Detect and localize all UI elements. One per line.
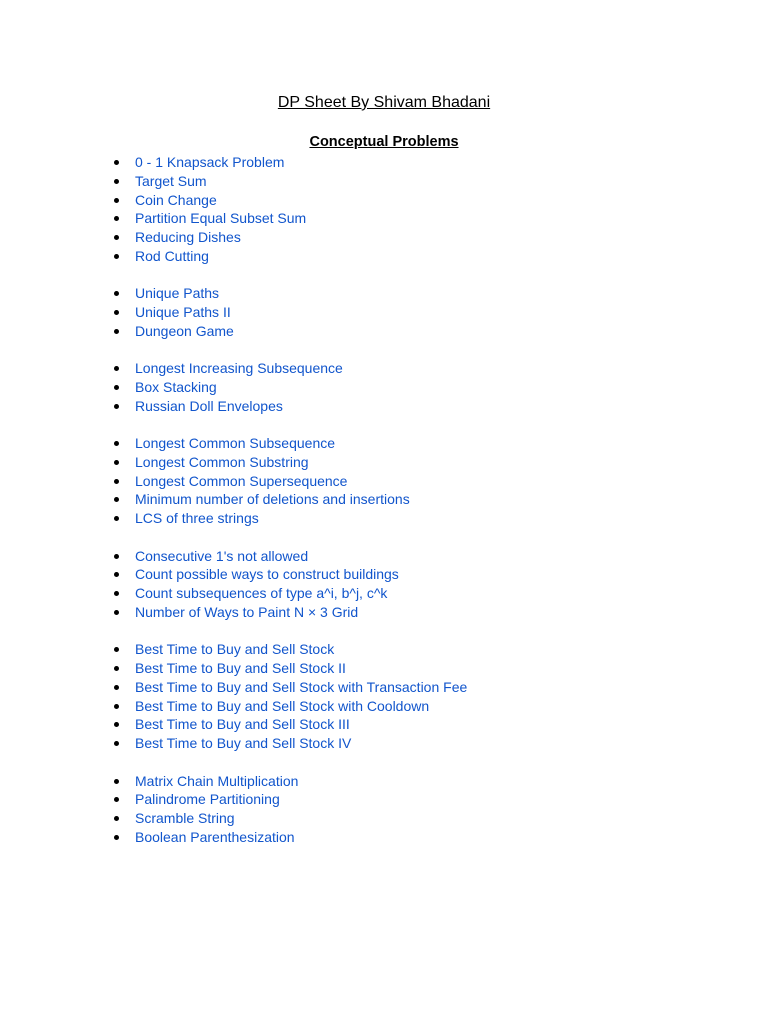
problem-link[interactable]: Unique Paths (135, 285, 220, 302)
problem-link[interactable]: Coin Change (135, 191, 217, 208)
problem-link[interactable]: Rod Cutting (135, 247, 209, 264)
list-item (0, 378, 768, 397)
list-item (0, 640, 768, 659)
bullet-icon (114, 160, 119, 165)
problem-link[interactable]: Unique Paths II (135, 304, 231, 321)
problem-group (0, 772, 768, 847)
bullet-icon (114, 497, 119, 502)
problem-group (0, 640, 768, 753)
problem-group (0, 434, 768, 528)
list-item (0, 509, 768, 528)
problem-link[interactable]: Minimum number of deletions and insertions (135, 491, 410, 508)
list-item (0, 565, 768, 584)
problem-group (0, 284, 768, 340)
list-item (0, 359, 768, 378)
bullet-icon (114, 179, 119, 184)
bullet-icon (114, 441, 119, 446)
list-item (0, 490, 768, 509)
bullet-icon (114, 704, 119, 709)
problem-link[interactable]: 0 - 1 Knapsack Problem (135, 154, 285, 170)
bullet-icon (114, 254, 119, 259)
list-item (0, 697, 768, 716)
bullet-icon (114, 554, 119, 559)
bullet-icon (114, 198, 119, 203)
problem-link[interactable]: Best Time to Buy and Sell Stock (135, 641, 335, 658)
problem-link[interactable]: Best Time to Buy and Sell Stock IV (135, 735, 352, 752)
list-item (0, 772, 768, 791)
problem-link[interactable]: Boolean Parenthesization (135, 828, 295, 845)
problem-link[interactable]: Best Time to Buy and Sell Stock with Cooldown (135, 697, 430, 714)
problem-link[interactable]: LCS of three strings (135, 510, 259, 527)
bullet-icon (114, 685, 119, 690)
bullet-icon (114, 235, 119, 240)
problem-link[interactable]: Number of Ways to Paint N × 3 Grid (135, 603, 359, 620)
list-item (0, 453, 768, 472)
bullet-icon (114, 572, 119, 577)
problem-link[interactable]: Dungeon Game (135, 322, 234, 339)
problem-link[interactable]: Scramble String (135, 810, 235, 827)
list-item (0, 434, 768, 453)
bullet-icon (114, 404, 119, 409)
list-item (0, 322, 768, 341)
problem-link[interactable]: Russian Doll Envelopes (135, 397, 283, 414)
bullet-icon (114, 741, 119, 746)
list-item (0, 472, 768, 491)
problem-link[interactable]: Palindrome Partitioning (135, 791, 280, 808)
bullet-icon (114, 516, 119, 521)
document-title: DP Sheet By Shivam Bhadani (277, 94, 491, 111)
problem-link[interactable]: Target Sum (135, 172, 207, 189)
problem-link[interactable]: Reducing Dishes (135, 229, 241, 246)
bullet-icon (114, 610, 119, 615)
list-item (0, 659, 768, 678)
problem-link[interactable]: Best Time to Buy and Sell Stock with Transaction Fee (135, 678, 468, 695)
list-item (0, 153, 768, 172)
problem-group (0, 359, 768, 415)
section-title: Conceptual Problems (309, 134, 459, 150)
bullet-icon (114, 310, 119, 315)
problem-group (0, 547, 768, 622)
bullet-icon (114, 722, 119, 727)
bullet-icon (114, 385, 119, 390)
bullet-icon (114, 291, 119, 296)
problem-group (0, 153, 768, 266)
problem-link[interactable]: Box Stacking (135, 378, 217, 395)
problem-link[interactable]: Partition Equal Subset Sum (135, 210, 307, 227)
problem-link[interactable]: Consecutive 1's not allowed (135, 547, 309, 564)
list-item (0, 172, 768, 191)
list-item (0, 247, 768, 266)
list-item (0, 303, 768, 322)
bullet-icon (114, 479, 119, 484)
list-item (0, 284, 768, 303)
list-item (0, 790, 768, 809)
list-item (0, 809, 768, 828)
bullet-icon (114, 779, 119, 784)
problem-link[interactable]: Longest Common Substring (135, 453, 309, 470)
list-item (0, 603, 768, 622)
bullet-icon (114, 816, 119, 821)
bullet-icon (114, 797, 119, 802)
bullet-icon (114, 647, 119, 652)
list-item (0, 678, 768, 697)
list-item (0, 547, 768, 566)
list-item (0, 734, 768, 753)
bullet-icon (114, 591, 119, 596)
problem-link[interactable]: Longest Common Subsequence (135, 435, 336, 452)
list-item (0, 228, 768, 247)
list-item (0, 828, 768, 847)
list-item (0, 209, 768, 228)
problem-link[interactable]: Longest Increasing Subsequence (135, 360, 343, 377)
bullet-icon (114, 329, 119, 334)
list-item (0, 397, 768, 416)
problem-link[interactable]: Matrix Chain Multiplication (135, 772, 299, 789)
problem-link[interactable]: Count subsequences of type a^i, b^j, c^k (135, 585, 388, 602)
problem-link[interactable]: Best Time to Buy and Sell Stock III (135, 716, 350, 733)
bullet-icon (114, 460, 119, 465)
problem-link[interactable]: Longest Common Supersequence (135, 472, 348, 489)
problem-groups (0, 153, 768, 865)
list-item (0, 715, 768, 734)
bullet-icon (114, 835, 119, 840)
problem-link[interactable]: Best Time to Buy and Sell Stock II (135, 660, 346, 677)
bullet-icon (114, 366, 119, 371)
bullet-icon (114, 666, 119, 671)
list-item (0, 191, 768, 210)
bullet-icon (114, 216, 119, 221)
list-item (0, 584, 768, 603)
problem-link[interactable]: Count possible ways to construct buildings (135, 566, 399, 583)
